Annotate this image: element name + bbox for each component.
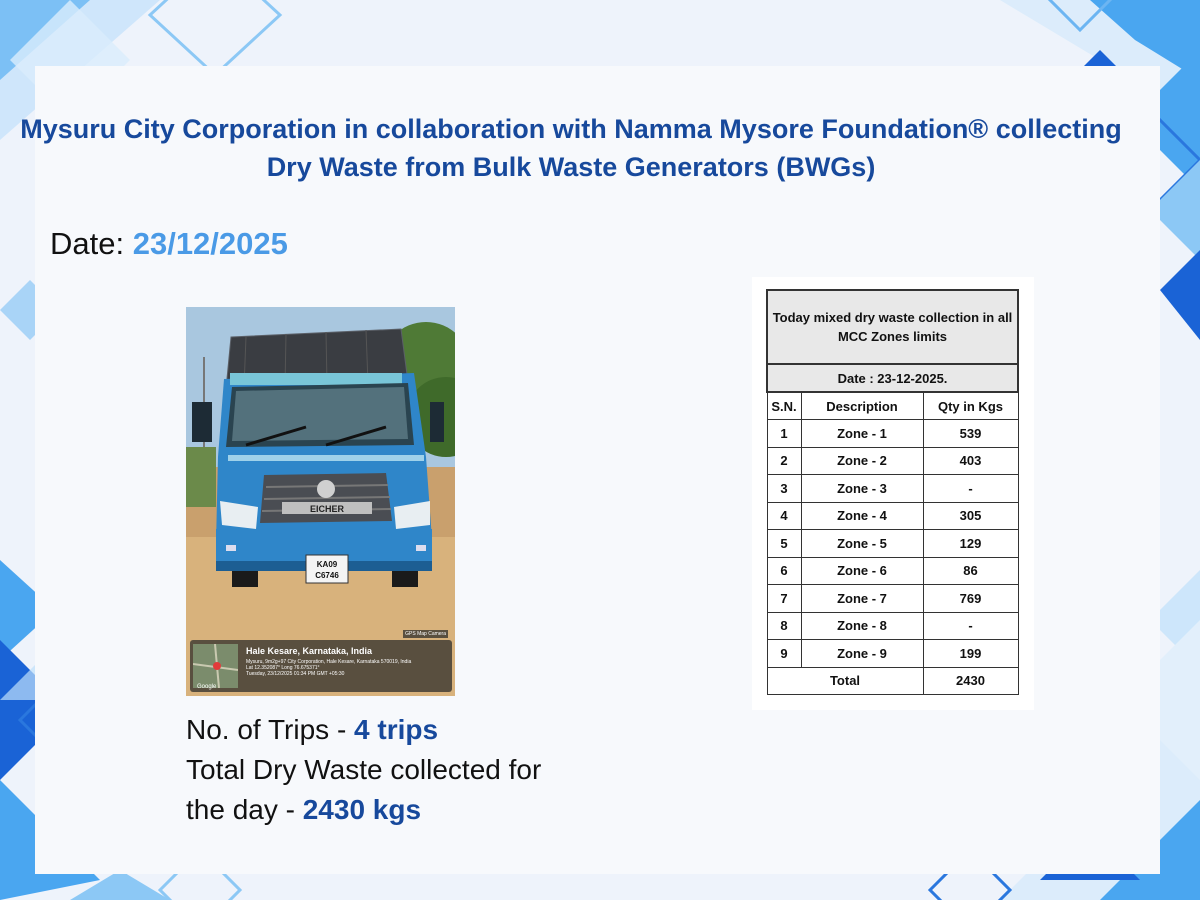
column-header-row bbox=[767, 392, 1018, 420]
row-sn: 7 bbox=[767, 585, 801, 613]
row-qty: 129 bbox=[923, 530, 1018, 558]
row-qty: 403 bbox=[923, 447, 1018, 475]
gps-address: Mysuru, 9m2g+97 City Corporation, Hale Kesare, Karnataka 570019, India bbox=[246, 659, 412, 665]
trips-line bbox=[186, 710, 541, 750]
row-qty: - bbox=[923, 475, 1018, 503]
page-title: Mysuru City Corporation in collaboration with Namma Mysore Foundation® collecting Dry Waste from Bulk Waste Generators (BWGs) bbox=[20, 114, 1122, 182]
table-row bbox=[767, 530, 1018, 558]
gps-latlong: Lat 12.352087° Long 76.675371° bbox=[246, 665, 320, 671]
gps-overlay bbox=[190, 631, 452, 692]
row-description: Zone - 9 bbox=[801, 640, 923, 668]
row-qty: 305 bbox=[923, 502, 1018, 530]
cab-brand-text: EICHER bbox=[309, 504, 345, 514]
row-description: Zone - 4 bbox=[801, 502, 923, 530]
row-sn: 9 bbox=[767, 640, 801, 668]
row-sn: 3 bbox=[767, 475, 801, 503]
gps-place: Hale Kesare, Karnataka, India bbox=[246, 646, 373, 656]
total-line-2 bbox=[186, 790, 541, 830]
date-line bbox=[50, 226, 288, 262]
table-row bbox=[767, 420, 1018, 448]
table-row bbox=[767, 447, 1018, 475]
row-description: Zone - 2 bbox=[801, 447, 923, 475]
table-row bbox=[767, 502, 1018, 530]
row-description: Zone - 6 bbox=[801, 557, 923, 585]
total-value: 2430 kgs bbox=[302, 794, 422, 825]
row-qty: 769 bbox=[923, 585, 1018, 613]
row-description: Zone - 5 bbox=[801, 530, 923, 558]
row-sn: 4 bbox=[767, 502, 801, 530]
gps-timestamp: Tuesday, 23/12/2025 01:34 PM GMT +05:30 bbox=[246, 671, 345, 677]
row-description: Zone - 8 bbox=[801, 612, 923, 640]
plate-line-2: C6746 bbox=[315, 571, 339, 580]
row-description: Zone - 1 bbox=[801, 420, 923, 448]
table-row bbox=[767, 475, 1018, 503]
date-value: 23/12/2025 bbox=[132, 226, 288, 261]
row-description: Zone - 3 bbox=[801, 475, 923, 503]
column-header-description: Description bbox=[801, 392, 923, 420]
row-qty: 199 bbox=[923, 640, 1018, 668]
row-sn: 2 bbox=[767, 447, 801, 475]
table-header: Today mixed dry waste collection in all MCC Zones limits bbox=[767, 290, 1018, 364]
table-row bbox=[767, 557, 1018, 585]
row-sn: 5 bbox=[767, 530, 801, 558]
gps-camera-label: GPS Map Camera bbox=[405, 631, 446, 637]
total-row-value: 2430 bbox=[923, 667, 1018, 695]
row-sn: 6 bbox=[767, 557, 801, 585]
gps-details bbox=[246, 659, 446, 677]
row-description: Zone - 7 bbox=[801, 585, 923, 613]
column-header-qty: Qty in Kgs bbox=[923, 392, 1018, 420]
column-header-sn: S.N. bbox=[767, 392, 801, 420]
trips-label: No. of Trips - bbox=[186, 714, 355, 745]
plate-line-1: KA09 bbox=[316, 560, 338, 569]
map-provider-label: Google bbox=[197, 684, 217, 690]
zone-collection-sheet bbox=[752, 277, 1034, 710]
row-sn: 8 bbox=[767, 612, 801, 640]
total-row bbox=[767, 667, 1018, 695]
table-row bbox=[767, 612, 1018, 640]
total-row-label: Total bbox=[767, 667, 923, 695]
table-date: Date : 23-12-2025. bbox=[767, 364, 1018, 392]
map-pin-icon bbox=[193, 644, 238, 688]
zone-table bbox=[766, 289, 1019, 695]
total-line-1: Total Dry Waste collected for bbox=[186, 754, 542, 785]
row-qty: 86 bbox=[923, 557, 1018, 585]
collection-stats bbox=[186, 710, 541, 830]
row-qty: 539 bbox=[923, 420, 1018, 448]
trips-value: 4 trips bbox=[354, 714, 439, 745]
total-label: the day - bbox=[186, 794, 303, 825]
row-qty: - bbox=[923, 612, 1018, 640]
table-row bbox=[767, 585, 1018, 613]
row-sn: 1 bbox=[767, 420, 801, 448]
table-row bbox=[767, 640, 1018, 668]
gps-map-thumbnail bbox=[193, 644, 238, 688]
date-label: Date: bbox=[50, 226, 133, 261]
